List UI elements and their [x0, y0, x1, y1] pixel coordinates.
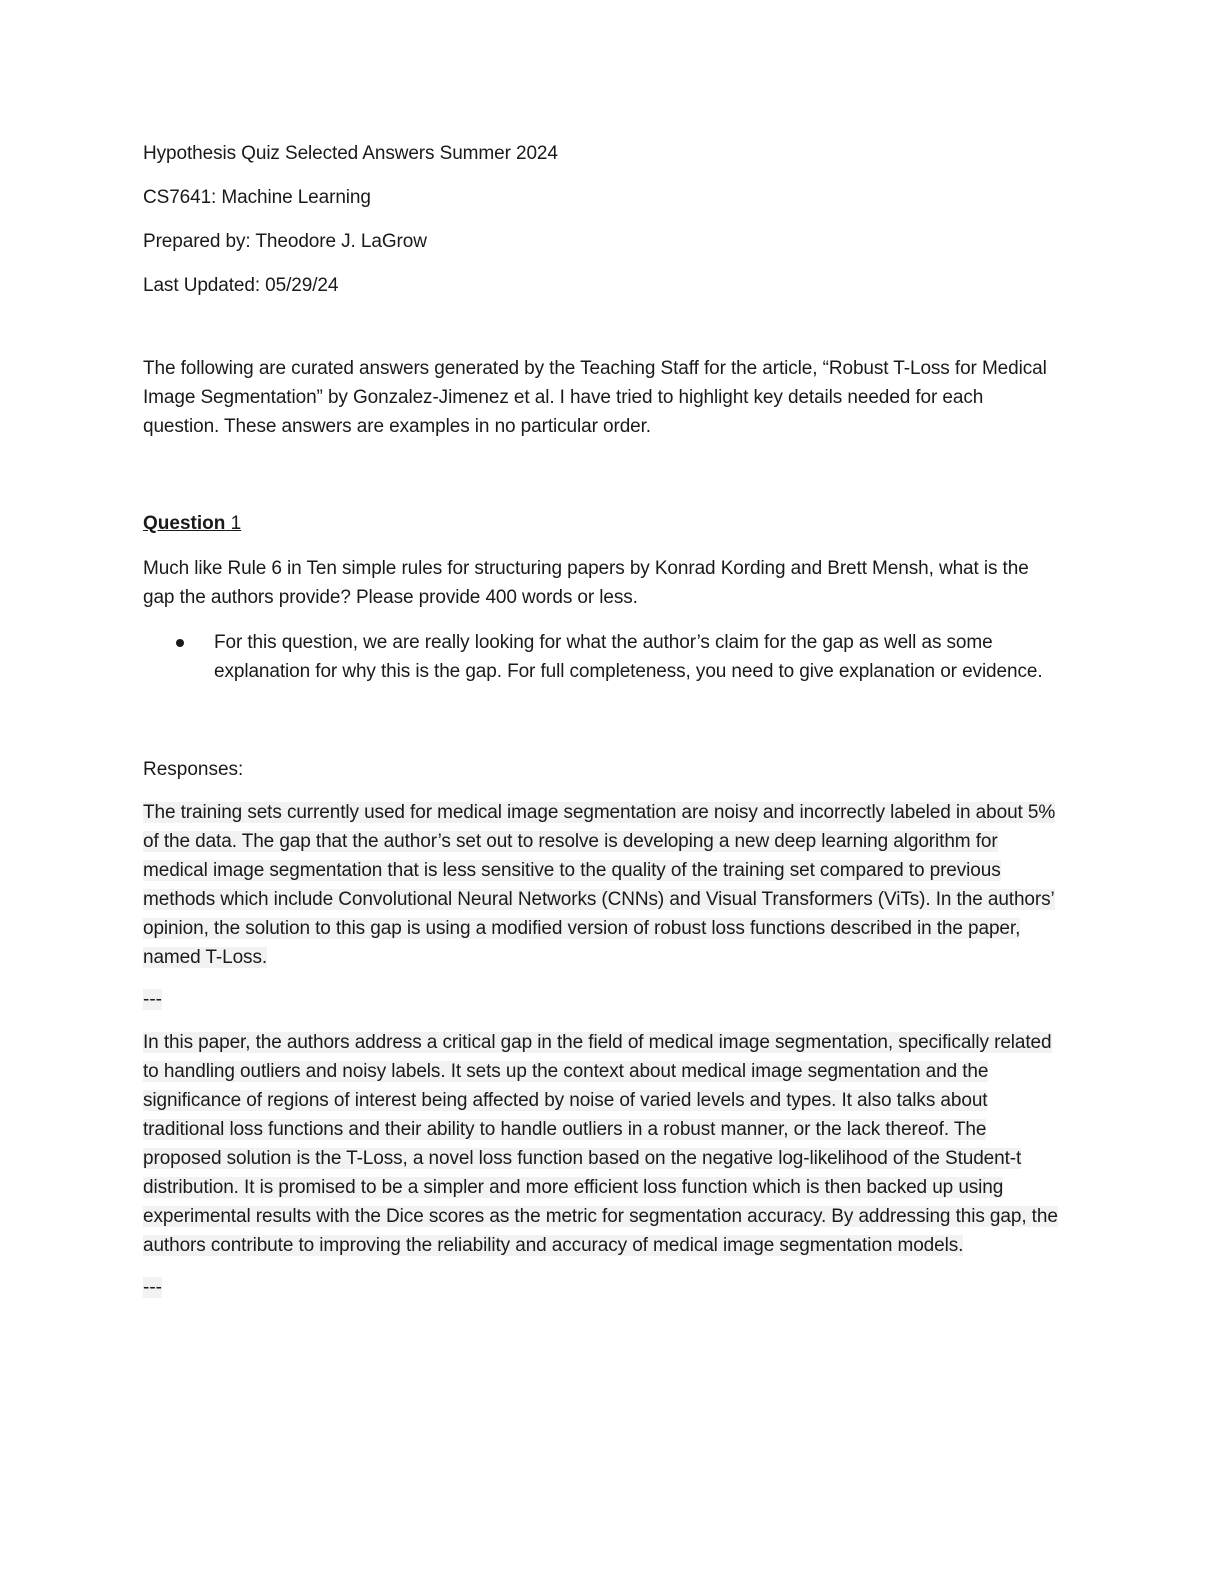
response-item — [143, 1028, 1063, 1260]
course-name: CS7641: Machine Learning — [143, 187, 371, 208]
intro-paragraph: The following are curated answers generated by the Teaching Staff for the article, “Robust T-Loss for Medical Image Segmentation” by Gonzalez-Jimenez et al. I have tried to highlight key details needed for each question. These answers are examples in no particular order. — [143, 358, 1047, 437]
bullet-text: For this question, we are really looking for what the author’s claim for the gap as well as some explanation for why this is the gap. For full completeness, you need to give explanation or evidence. — [214, 632, 1043, 682]
document-page — [143, 140, 1063, 1302]
response-separator — [143, 986, 1063, 1014]
question-label: Question — [143, 513, 226, 534]
response-text: In this paper, the authors address a critical gap in the field of medical image segmentation, specifically related to handling outliers and noisy labels. It sets up the context about medical image segmentation and the significance of regions of interest being affected by noise of varied levels and types. It also talks about traditional loss functions and their ability to handle outliers in a robust manner, or the lack thereof. The proposed solution is the T-Loss, a novel loss function based on the negative log-likelihood of the Student-t distribution. It is promised to be a simpler and more efficient loss function which is then backed up using experimental results with the Dice scores as the metric for segmentation accuracy. By addressing this gap, the authors contribute to improving the reliability and accuracy of medical image segmentation models. — [143, 1032, 1058, 1256]
bullet-item — [143, 628, 1063, 686]
question-number: 1 — [230, 513, 242, 534]
question-text: Much like Rule 6 in Ten simple rules for structuring papers by Konrad Kording and Brett Mensh, what is the gap the authors provide? Please provide 400 words or less. — [143, 558, 1029, 608]
response-separator — [143, 1274, 1063, 1302]
responses-label: Responses: — [143, 759, 244, 780]
response-item — [143, 798, 1063, 972]
question-heading — [143, 510, 1063, 538]
separator-text: --- — [143, 989, 162, 1010]
document-title: Hypothesis Quiz Selected Answers Summer 2024 — [143, 143, 558, 164]
question-bullets — [143, 628, 1063, 686]
separator-text: --- — [143, 1277, 162, 1298]
prepared-by: Prepared by: Theodore J. LaGrow — [143, 231, 427, 252]
response-text: The training sets currently used for medical image segmentation are noisy and incorrectly labeled in about 5% of the data. The gap that the author’s set out to resolve is developing a new deep learning algorithm for medical image segmentation that is less sensitive to the quality of the training set compared to previous methods which include Convolutional Neural Networks (CNNs) and Visual Transformers (ViTs). In the authors’ opinion, the solution to this gap is using a modified version of robust loss functions described in the paper, named T-Loss. — [143, 802, 1056, 968]
last-updated: Last Updated: 05/29/24 — [143, 275, 339, 296]
bullet-icon — [176, 639, 184, 647]
